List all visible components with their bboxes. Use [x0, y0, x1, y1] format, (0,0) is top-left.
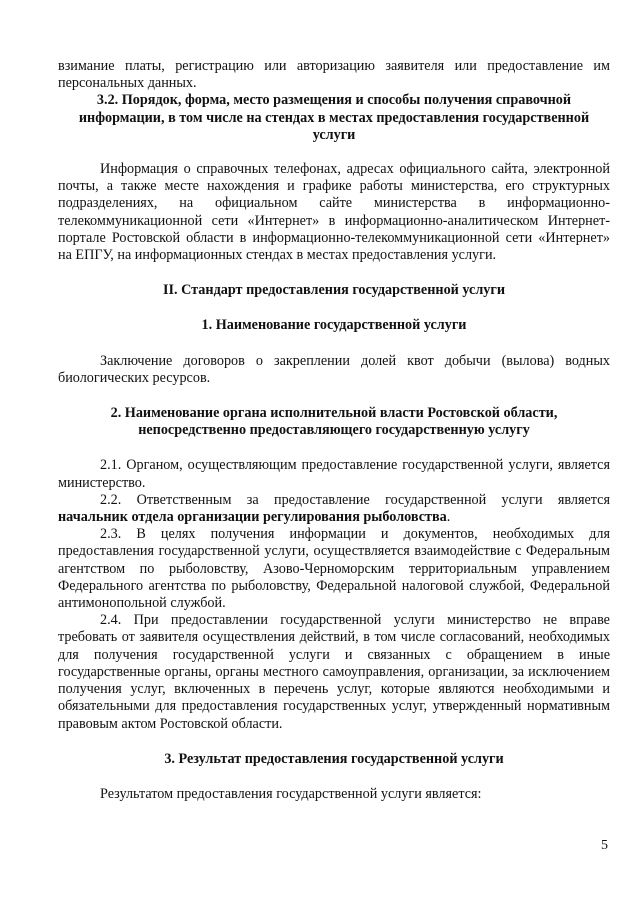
paragraph-2-2-text: 2.2. Ответственным за предоставление государственной услуги является [100, 491, 610, 508]
paragraph-reference-info: Информация о справочных телефонах, адресах официального сайта, электронной почты, а также месте нахождения и графике работы министерства, его структурных подразделениях, на официальном сайте министерства в информационно-телекоммуникационной сети «Интернет» в информационно-аналитическом Интернет-портале Ростовской области в информационно-телекоммуникационной сети «Интернет» на ЕПГУ, на информационных стендах в местах предоставления услуги. [58, 161, 610, 264]
paragraph-personal-data: взимание платы, регистрацию или авторизацию заявителя или предоставление им персональных данных. [58, 58, 610, 92]
section-heading-3-2: 3.2. Порядок, форма, место размещения и способы получения справочной информации, в том числе на стендах в местах предоставления государственной услуги [78, 92, 590, 143]
responsible-official: начальник отдела организации регулирования рыболовства [58, 509, 447, 526]
paragraph-result: Результатом предоставления государственной услуги является: [100, 785, 482, 802]
paragraph-2-2 [58, 492, 610, 526]
chapter-heading-2: II. Стандарт предоставления государственной услуги [162, 282, 506, 299]
paragraph-2-3: 2.3. В целях получения информации и документов, необходимых для предоставления государственной услуги, осуществляется взаимодействие с Федеральным агентством по рыболовству, Азово-Черноморским территориальным управлением Федерального агентства по рыболовству, Федеральной налоговой службой, Федеральной антимонопольной службой. [58, 526, 610, 612]
paragraph-service-name: Заключение договоров о закреплении долей квот добычи (вылова) водных биологических ресурсов. [58, 352, 610, 386]
section-heading-1: 1. Наименование государственной услуги [201, 317, 467, 334]
paragraph-2-1: 2.1. Органом, осуществляющим предоставление государственной услуги, является министерство. [58, 457, 610, 491]
section-heading-3: 3. Результат предоставления государственной услуги [164, 750, 504, 767]
paragraph-2-2-end: . [446, 509, 451, 526]
paragraph-2-4: 2.4. При предоставлении государственной услуги министерство не вправе требовать от заявителя осуществления действий, в том числе согласований, необходимых для получения государственной услуги и связанных с обращением в иные государственные органы, органы местного самоуправления, организации, за исключением получения услуг, включенных в перечень услуг, которые являются необходимыми и обязательными для предоставления государственных услуг, утвержденный нормативным правовым актом Ростовской области. [58, 612, 610, 732]
section-heading-2: 2. Наименование органа исполнительной власти Ростовской области, непосредственно предоставляющего государственную услугу [110, 405, 558, 439]
page-number: 5 [601, 838, 608, 853]
document-page [58, 58, 610, 803]
